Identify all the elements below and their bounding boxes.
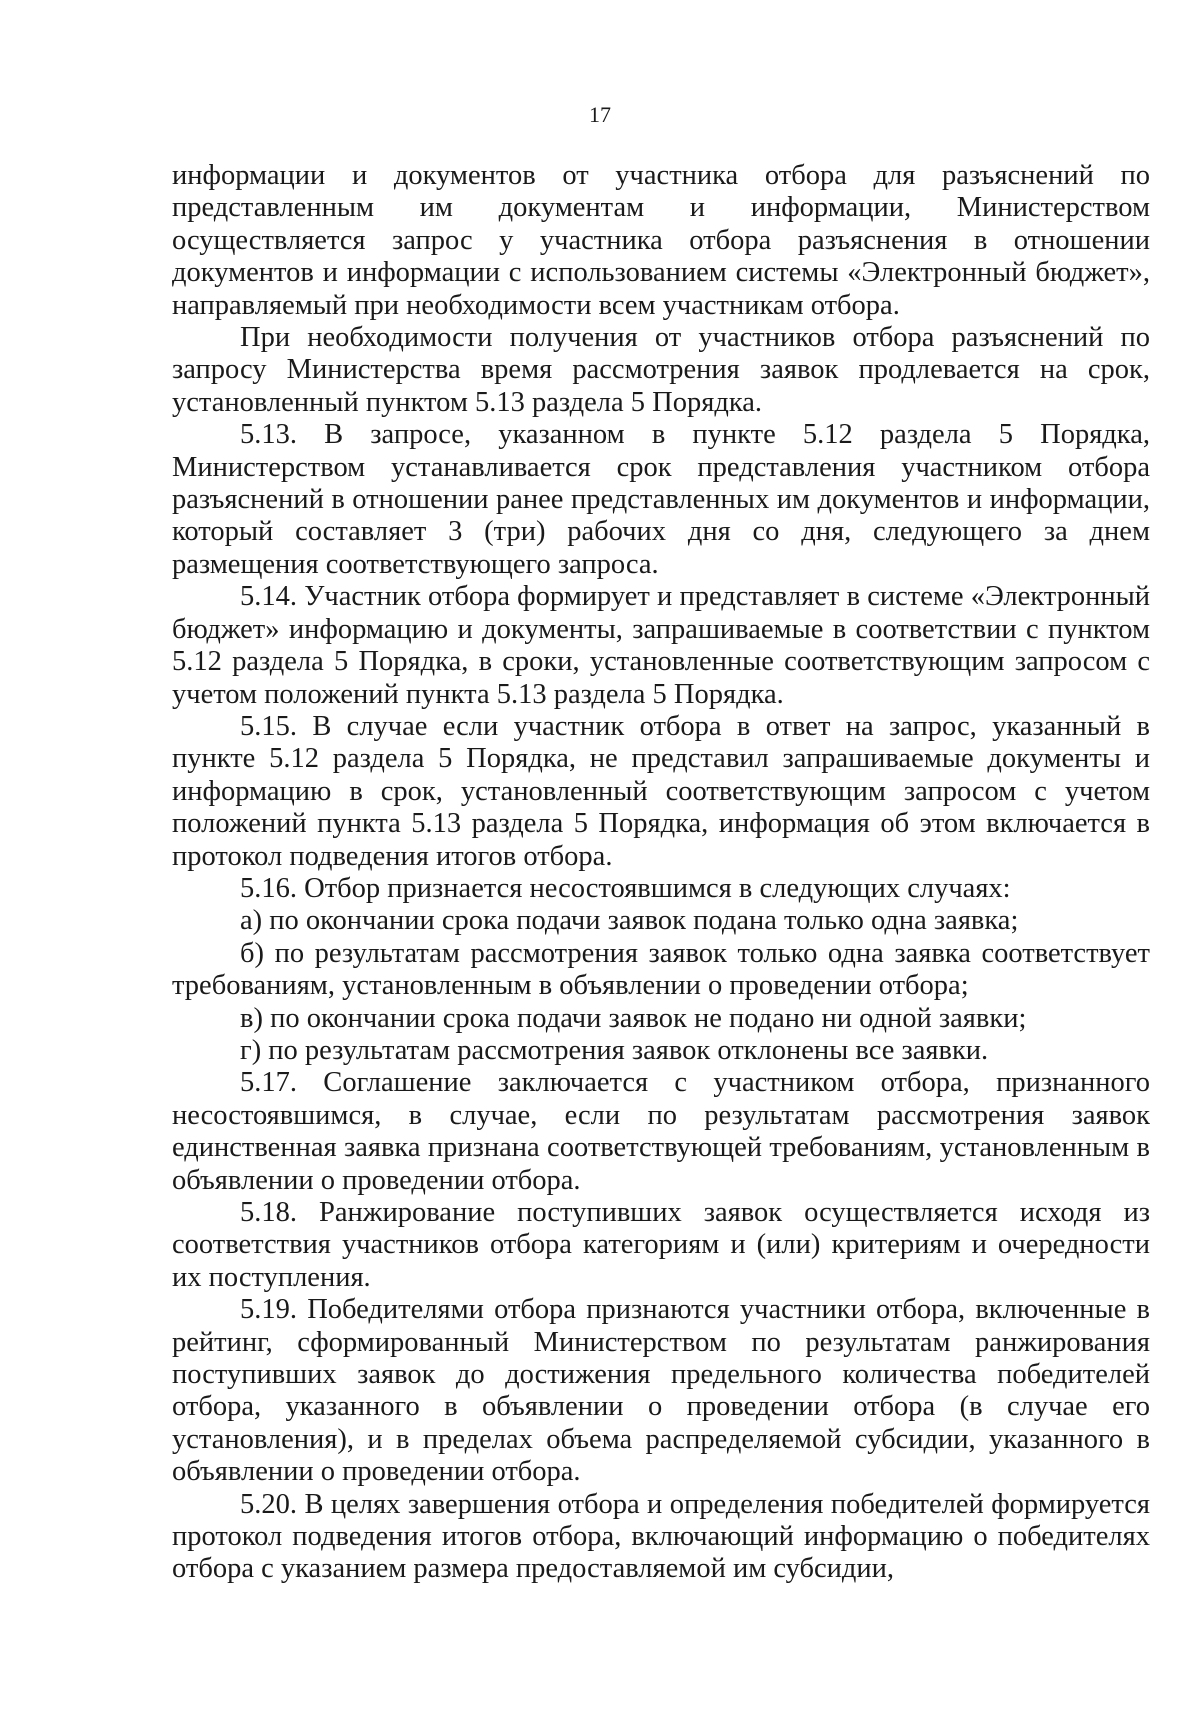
list-item-b: б) по результатам рассмотрения заявок только одна заявка соответствует требованиям, установленным в объявлении о проведении отбора; xyxy=(172,937,1150,1002)
list-item-v: в) по окончании срока подачи заявок не подано ни одной заявки; xyxy=(240,1002,1027,1034)
paragraph-clarification-extension: При необходимости получения от участников отбора разъяснений по запросу Министерства время рассмотрения заявок продлевается на срок, установленный пунктом 5.13 раздела 5 Порядка. xyxy=(172,322,1150,418)
paragraph-5-14: 5.14. Участник отбора формирует и представляет в системе «Электронный бюджет» информацию и документы, запрашиваемые в соответствии с пунктом 5.12 раздела 5 Порядка, в сроки, установленные соответствующим запросом с учетом положений пункта 5.13 раздела 5 Порядка. xyxy=(172,581,1150,710)
paragraph-5-13: 5.13. В запросе, указанном в пункте 5.12 раздела 5 Порядка, Министерством устанавливается срок представления участником отбора разъяснений в отношении ранее представленных им документов и информации, который составляет 3 (три) рабочих дня со дня, следующего за днем размещения соответствующего запроса. xyxy=(172,419,1150,580)
page-number: 17 xyxy=(589,102,611,127)
paragraph-5-19: 5.19. Победителями отбора признаются участники отбора, включенные в рейтинг, сформированный Министерством по результатам ранжирования поступивших заявок до достижения предельного количества победителей отбора, указанного в объявлении о проведении отбора (в случае его установления), и в пределах объема распределяемой субсидии, указанного в объявлении о проведении отбора. xyxy=(172,1294,1150,1488)
list-item-a: а) по окончании срока подачи заявок подана только одна заявка; xyxy=(240,905,1019,937)
paragraph-5-18: 5.18. Ранжирование поступивших заявок осуществляется исходя из соответствия участников отбора категориям и (или) критериям и очередности их поступления. xyxy=(172,1197,1150,1293)
document-body xyxy=(172,160,1150,1586)
paragraph-5-15: 5.15. В случае если участник отбора в ответ на запрос, указанный в пункте 5.12 раздела 5 Порядка, не представил запрашиваемые документы и информацию в срок, установленный соответствующим запросом с учетом положений пункта 5.13 раздела 5 Порядка, информация об этом включается в протокол подведения итогов отбора. xyxy=(172,710,1150,872)
list-item-g: г) по результатам рассмотрения заявок отклонены все заявки. xyxy=(240,1034,989,1066)
paragraph-5-20: 5.20. В целях завершения отбора и определения победителей формируется протокол подведения итогов отбора, включающий информацию о победителях отбора с указанием размера предоставляемой им субсидии, xyxy=(172,1488,1150,1585)
paragraph-5-16: 5.16. Отбор признается несостоявшимся в следующих случаях: xyxy=(240,872,1011,904)
paragraph-continuation: информации и документов от участника отбора для разъяснений по представленным им документам и информации, Министерством осуществляется запрос у участника отбора разъяснения в отношении документов и информации с использованием системы «Электронный бюджет», направляемый при необходимости всем участникам отбора. xyxy=(172,160,1150,321)
paragraph-5-17: 5.17. Соглашение заключается с участником отбора, признанного несостоявшимся, в случае, если по результатам рассмотрения заявок единственная заявка признана соответствующей требованиям, установленным в объявлении о проведении отбора. xyxy=(172,1067,1150,1196)
